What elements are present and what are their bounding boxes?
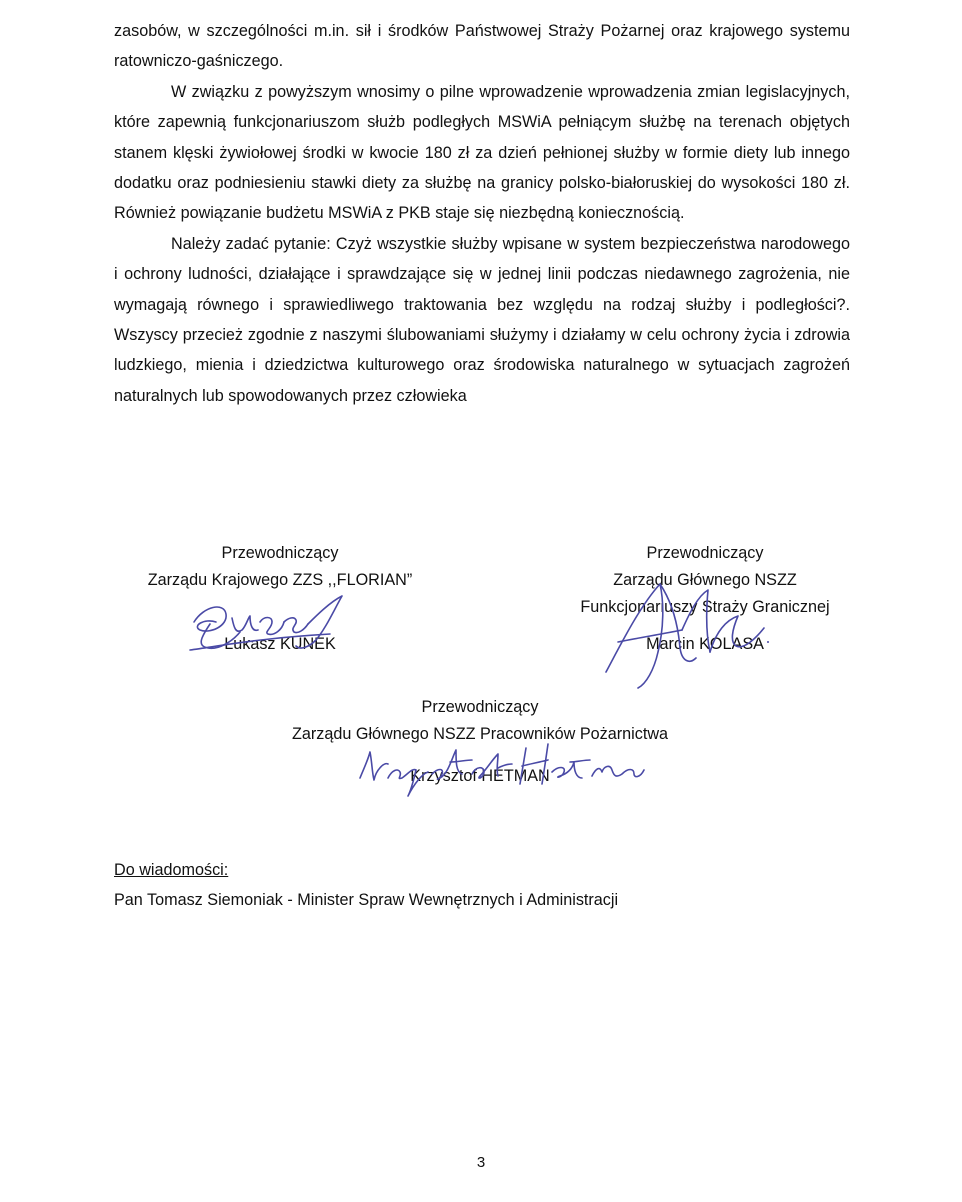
signatory-name: Krzysztof HETMAN [410,767,550,785]
signatory-florian [100,540,460,658]
signatory-name: Łukasz KUNEK [224,635,336,653]
letter-body [114,16,850,411]
signatory-organization: Zarządu Głównego NSZZ [613,571,797,589]
distribution-notice [114,855,618,915]
signatory-title: Przewodniczący [221,544,339,562]
notice-recipient: Pan Tomasz Siemoniak - Minister Spraw Wewnętrznych i Administracji [114,891,619,909]
signatory-title: Przewodniczący [646,544,764,562]
signatory-straz-graniczna [540,540,870,658]
signatory-organization: Zarządu Głównego NSZZ Pracowników Pożarnictwa [291,725,669,743]
signatory-organization: Zarządu Krajowego ZZS ,,FLORIAN” [147,571,413,589]
signatory-name: Marcin KOLASA [646,635,764,653]
page-number: 3 [476,1154,486,1171]
paragraph-question: Należy zadać pytanie: Czyż wszystkie służby wpisane w system bezpieczeństwa narodowego i ochrony ludności, działające i sprawdzające się w jednej linii podczas niedawnego zagrożenia, nie wymagają równego i sprawiedliwego traktowania bez względu na rodzaj służby i podległości?. Wszyscy przecież zgodnie z naszymi ślubowaniami służymy i działamy w celu ochrony życia i zdrowia ludzkiego, mienia i dziedzictwa kulturowego oraz środowiska naturalnego w sytuacjach zagrożeń naturalnych lub spowodowanych przez człowieka [114,234,850,405]
signatory-pozarnictwo [230,694,730,790]
paragraph-continuation: zasobów, w szczególności m.in. sił i środków Państwowej Straży Pożarnej oraz krajowego systemu ratowniczo-gaśniczego. [114,22,850,71]
notice-heading: Do wiadomości: [114,861,229,879]
signatory-title: Przewodniczący [421,698,539,716]
paragraph-request: W związku z powyższym wnosimy o pilne wprowadzenie wprowadzenia zmian legislacyjnych, które zapewnią funkcjonariuszom służb podległych MSWiA pełniącym służbę na terenach objętych stanem klęski żywiołowej środki w kwocie 180 zł za dzień pełnionej służby w formie diety lub innego dodatku oraz podniesieniu stawki diety za służbę na granicy polsko-białoruskiej do wysokości 180 zł. Również powiązanie budżetu MSWiA z PKB staje się niezbędną koniecznością. [114,82,850,223]
signatory-organization-line2: Funkcjonariuszy Straży Granicznej [580,598,830,616]
